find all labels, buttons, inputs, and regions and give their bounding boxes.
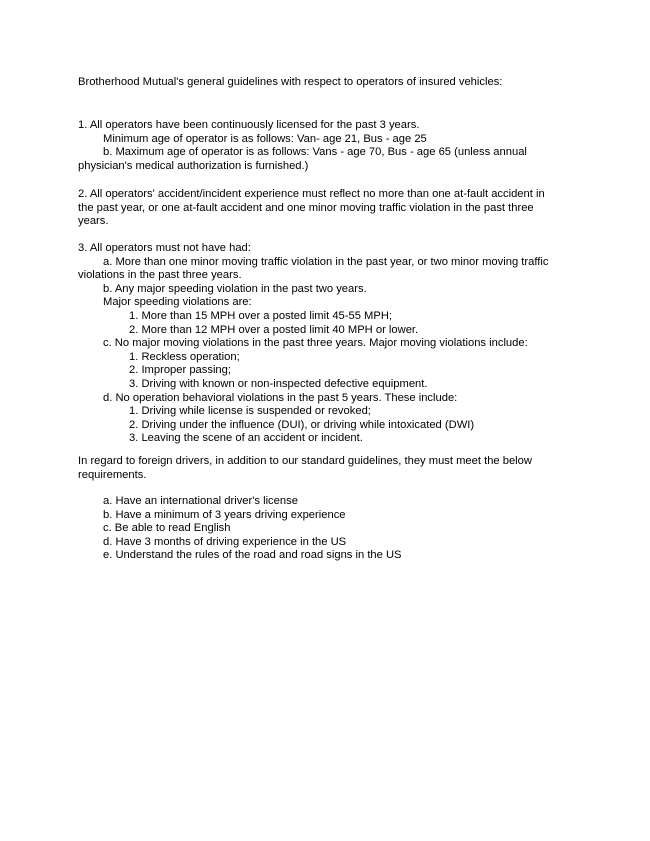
section-line: c. No major moving violations in the past three years. Major moving violations include: <box>103 337 528 350</box>
section-line: 1. All operators have been continuously licensed for the past 3 years. <box>78 119 420 131</box>
section-line: 1. Driving while license is suspended or revoked; <box>129 405 371 418</box>
section-line: 3. Driving with known or non-inspected defective equipment. <box>129 377 428 390</box>
section-line: 2. Driving under the influence (DUI), or driving while intoxicated (DWI) <box>129 418 475 431</box>
section-line: 1. More than 15 MPH over a posted limit 45-55 MPH; <box>129 309 393 322</box>
section-line: Major speeding violations are: <box>103 296 252 309</box>
section-line: 2. More than 12 MPH over a posted limit 40 MPH or lower. <box>129 323 419 336</box>
foreign-drivers-intro <box>78 455 532 482</box>
section-line: b. Maximum age of operator is as follows: Vans - age 70, Bus - age 65 (unless annual <box>103 146 527 159</box>
section-line: Minimum age of operator is as follows: Van- age 21, Bus - age 25 <box>103 132 427 145</box>
section-line: a. More than one minor moving traffic violation in the past year, or two minor moving traffic <box>103 255 549 268</box>
section-line: 1. Reckless operation; <box>129 350 240 363</box>
intro-line: In regard to foreign drivers, in addition to our standard guidelines, they must meet the below <box>78 455 532 467</box>
list-item: c. Be able to read English <box>103 522 231 535</box>
section-line: years. <box>78 215 109 228</box>
section-line: 3. All operators must not have had: <box>78 242 251 254</box>
intro-line: requirements. <box>78 468 147 481</box>
list-item: b. Have a minimum of 3 years driving experience <box>103 508 346 521</box>
section-line: violations in the past three years. <box>78 269 242 282</box>
section-1 <box>78 119 527 173</box>
section-line: d. No operation behavioral violations in the past 5 years. These include: <box>103 391 458 404</box>
title-text: Brotherhood Mutual's general guidelines with respect to operators of insured vehicles: <box>78 76 503 88</box>
section-line: 3. Leaving the scene of an accident or incident. <box>129 432 363 445</box>
section-3 <box>78 242 548 446</box>
list-item: e. Understand the rules of the road and road signs in the US <box>103 549 402 562</box>
list-item: a. Have an international driver's license <box>103 495 298 507</box>
document-title <box>78 76 502 90</box>
foreign-drivers-list <box>78 495 402 563</box>
section-line: 2. Improper passing; <box>129 364 231 377</box>
section-line: b. Any major speeding violation in the past two years. <box>103 282 367 295</box>
list-item: d. Have 3 months of driving experience in the US <box>103 535 347 548</box>
section-line: physician's medical authorization is furnished.) <box>78 159 309 172</box>
section-line: 2. All operators' accident/incident experience must reflect no more than one at-fault accident in <box>78 188 545 200</box>
section-2 <box>78 188 545 229</box>
section-line: the past year, or one at-fault accident and one minor moving traffic violation in the past three <box>78 201 534 214</box>
